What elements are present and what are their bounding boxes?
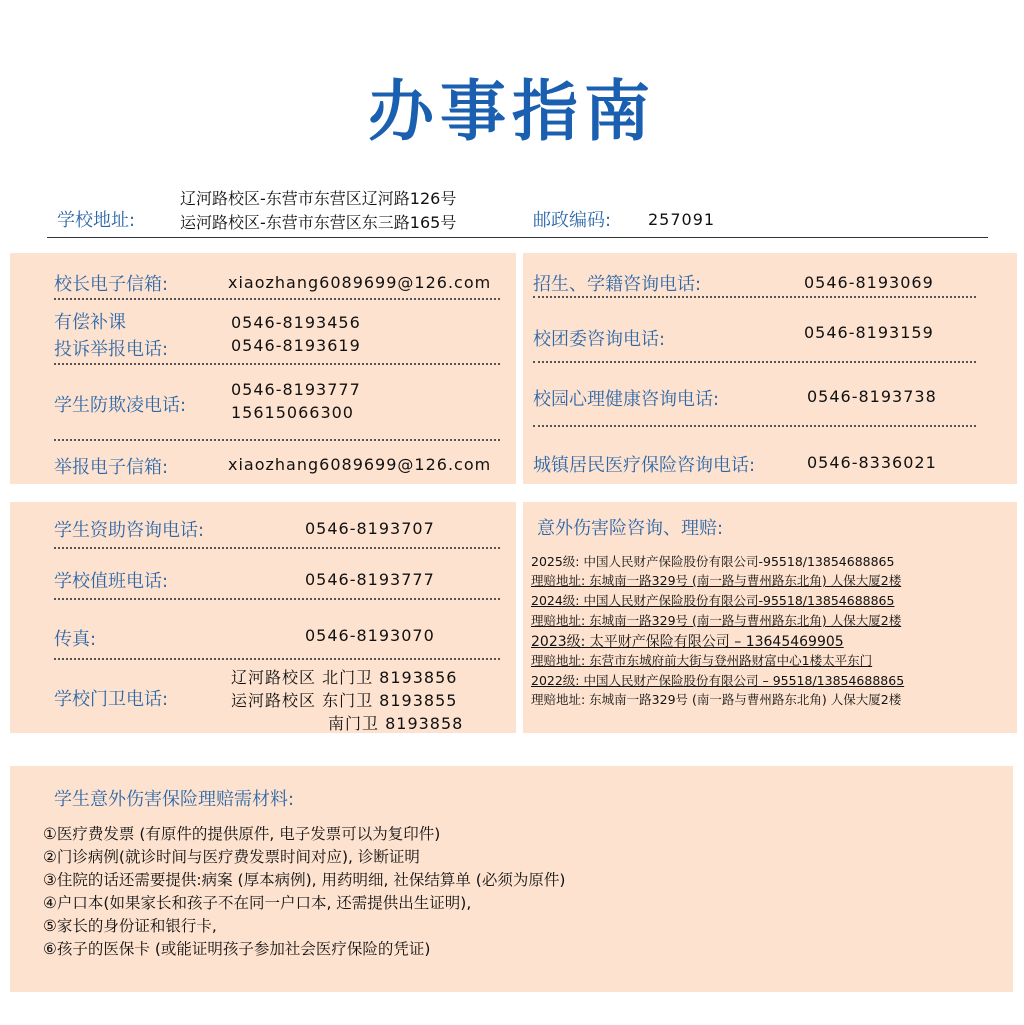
insurance-line-7: 2022级: 中国人民财产保险股份有限公司 – 95518/13854688865 <box>531 673 905 688</box>
contact-panel-right-top <box>523 253 1017 484</box>
anti-bullying-label: 学生防欺凌电话: <box>54 395 187 416</box>
materials-item-4: ④户口本(如果家长和孩子不在同一户口本, 还需提供出生证明), <box>43 894 472 912</box>
insurance-line-2: 理赔地址: 东城南一路329号 (南一路与曹州路东北角) 人保大厦2楼 <box>531 573 902 588</box>
postcode-value: 257091 <box>648 210 716 229</box>
medical-insurance-phone: 0546-8336021 <box>807 453 937 472</box>
dotted-divider <box>54 363 500 365</box>
mental-health-label: 校园心理健康咨询电话: <box>533 389 720 410</box>
dotted-divider <box>533 296 976 298</box>
insurance-line-6: 理赔地址: 东营市东城府前大街与登州路财富中心1楼太平东门 <box>531 653 873 668</box>
materials-item-2: ②门诊病例(就诊时间与医疗费发票时间对应), 诊断证明 <box>43 848 420 866</box>
medical-insurance-label: 城镇居民医疗保险咨询电话: <box>533 455 756 476</box>
fax-label: 传真: <box>54 629 97 650</box>
anti-bullying-phone-1: 0546-8193777 <box>231 380 361 399</box>
insurance-panel <box>523 502 1017 733</box>
youth-league-phone: 0546-8193159 <box>804 323 934 342</box>
dotted-divider <box>54 298 500 300</box>
paid-tutoring-phone-1: 0546-8193456 <box>231 313 361 332</box>
dotted-divider <box>533 361 976 363</box>
dotted-divider <box>54 598 500 600</box>
principal-email-label: 校长电子信箱: <box>54 274 169 295</box>
materials-item-3: ③住院的话还需要提供:病案 (厚本病例), 用药明细, 社保结算单 (必须为原件) <box>43 871 566 889</box>
gate-line-2: 运河路校区 东门卫 8193855 <box>231 691 458 710</box>
dotted-divider <box>54 547 500 549</box>
address-line-2: 运河路校区-东营市东营区东三路165号 <box>180 213 457 232</box>
paid-tutoring-phone-2: 0546-8193619 <box>231 336 361 355</box>
youth-league-label: 校团委咨询电话: <box>533 329 666 350</box>
page-title: 办事指南 <box>368 73 656 150</box>
insurance-line-4: 理赔地址: 东城南一路329号 (南一路与曹州路东北角) 人保大厦2楼 <box>531 613 902 628</box>
postcode-label: 邮政编码: <box>533 210 612 231</box>
materials-item-6: ⑥孩子的医保卡 (或能证明孩子参加社会医疗保险的凭证) <box>43 940 431 958</box>
materials-heading: 学生意外伤害保险理赔需材料: <box>54 789 295 810</box>
dotted-divider <box>54 658 500 660</box>
admission-phone: 0546-8193069 <box>804 273 934 292</box>
admission-label: 招生、学籍咨询电话: <box>533 274 702 295</box>
gate-line-3: 南门卫 8193858 <box>328 714 464 733</box>
mental-health-phone: 0546-8193738 <box>807 387 937 406</box>
duty-label: 学校值班电话: <box>54 571 169 592</box>
fax-phone: 0546-8193070 <box>305 626 435 645</box>
gate-label: 学校门卫电话: <box>54 689 169 710</box>
student-aid-phone: 0546-8193707 <box>305 519 435 538</box>
address-label: 学校地址: <box>57 210 136 231</box>
insurance-line-5: 2023级: 太平财产保险有限公司 – 13645469905 <box>531 634 844 650</box>
anti-bullying-phone-2: 15615066300 <box>231 403 354 422</box>
duty-phone: 0546-8193777 <box>305 570 435 589</box>
insurance-line-1: 2025级: 中国人民财产保险股份有限公司-95518/13854688865 <box>531 554 895 569</box>
principal-email: xiaozhang6089699@126.com <box>228 273 492 292</box>
gate-line-1: 辽河路校区 北门卫 8193856 <box>231 668 458 687</box>
student-aid-label: 学生资助咨询电话: <box>54 520 205 541</box>
address-line-1: 辽河路校区-东营市东营区辽河路126号 <box>180 189 457 208</box>
dotted-divider <box>533 425 976 427</box>
contact-panel-left-bottom <box>10 502 516 733</box>
report-email-label: 举报电子信箱: <box>54 457 169 478</box>
materials-item-5: ⑤家长的身份证和银行卡, <box>43 917 217 935</box>
materials-item-1: ①医疗费发票 (有原件的提供原件, 电子发票可以为复印件) <box>43 825 441 843</box>
paid-tutoring-label-1: 有偿补课 <box>54 312 126 333</box>
materials-panel <box>10 766 1013 992</box>
insurance-line-8: 理赔地址: 东城南一路329号 (南一路与曹州路东北角) 人保大厦2楼 <box>531 692 902 707</box>
report-email: xiaozhang6089699@126.com <box>228 455 492 474</box>
insurance-line-3: 2024级: 中国人民财产保险股份有限公司-95518/13854688865 <box>531 593 895 608</box>
header-divider <box>47 237 988 238</box>
dotted-divider <box>54 439 500 441</box>
contact-panel-left-top <box>10 253 516 484</box>
insurance-heading: 意外伤害险咨询、理赔: <box>537 518 724 539</box>
paid-tutoring-label-2: 投诉举报电话: <box>54 339 169 360</box>
